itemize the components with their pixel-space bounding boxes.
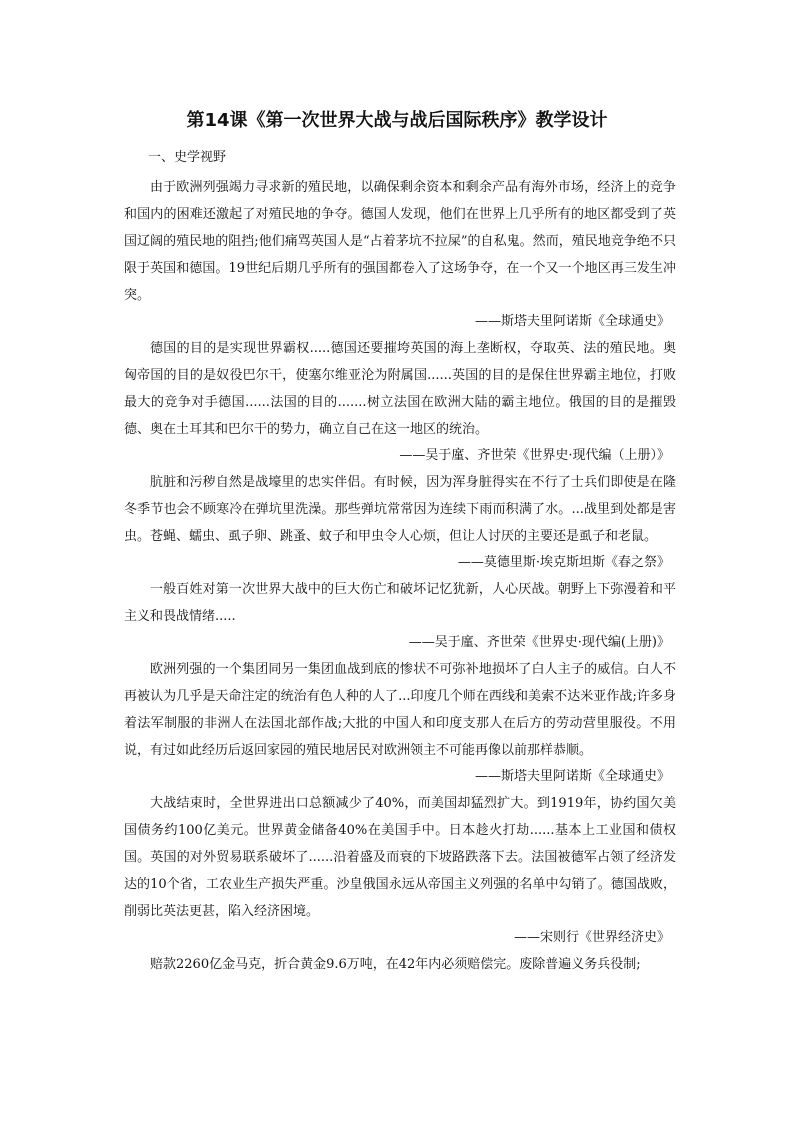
paragraph: 德国的目的是实现世界霸权.....德国还要摧垮英国的海上垄断权，夺取英、法的殖民地。奥匈帝国的目的是奴役巴尔干，使塞尔维亚沦为附属国......英国的目的是保住世界霸主地位，打败最大的竞争对手德国......法国的目的.......树立法国在欧洲大陆的霸主地位。俄国的目的是摧毁德、奥在土耳其和巴尔干的势力，确立自己在这一地区的统治。 <box>124 341 676 437</box>
source-citation: ——莫德里斯·埃克斯坦斯《春之祭》 <box>457 555 670 570</box>
source-citation: ——宋则行《世界经济史》 <box>513 930 670 945</box>
document-body <box>124 174 676 978</box>
source-citation: ——斯塔夫里阿诺斯《全球通史》 <box>474 314 670 329</box>
source-citation: ——吴于廑、齐世荣《世界史·现代编（上册）》 <box>399 448 670 463</box>
page-title: 第14课《第一次世界大战与战后国际秩序》教学设计 <box>186 110 608 131</box>
paragraph: 欧洲列强的一个集团同另一集团血战到底的惨状不可弥补地损坏了白人主子的威信。白人不再被认为几乎是天命注定的统治有色人种的人了...印度几个师在西线和美索不达米亚作战;许多身着法军制服的非洲人在法国北部作战;大批的中国人和印度支那人在后方的劳动营里服役。不用说，有过如此经历后返回家园的殖民地居民对欧洲领主不可能再像以前那样恭顺。 <box>124 662 676 758</box>
paragraph: 赔款2260亿金马克，折合黄金9.6万吨，在42年内必须赔偿完。废除普遍义务兵役制; <box>150 957 641 972</box>
paragraph: 肮脏和污秽自然是战壕里的忠实伴侣。有时候，因为浑身脏得实在不行了士兵们即使是在隆冬季节也会不顾寒冷在弹坑里洗澡。那些弹坑常常因为连续下雨而积满了水。...战里到处都是害虫。苍蝇、蠕虫、虱子卵、跳蚤、蚊子和甲虫令人心烦，但让人讨厌的主要还是虱子和老鼠。 <box>124 475 676 544</box>
section-heading: 一、史学视野 <box>148 150 227 165</box>
paragraph: 大战结束时，全世界进出口总额减少了40%，而美国却猛烈扩大。到1919年，协约国欠美国债务约100亿美元。世界黄金储备40%在美国手中。日本趁火打劫......基本上工业国和债权国。英国的对外贸易联系破坏了......沿着盛及而衰的下坡路跌落下去。法国被德军占领了经济发达的10个省，工农业生产损失严重。沙皇俄国永远从帝国主义列强的名单中勾销了。德国战败，削弱比英法更甚，陷入经济困境。 <box>124 796 676 919</box>
paragraph: 一般百姓对第一次世界大战中的巨大伤亡和破坏记忆犹新，人心厌战。朝野上下弥漫着和平主义和畏战情绪..... <box>124 582 676 624</box>
source-citation: ——斯塔夫里阿诺斯《全球通史》 <box>474 769 670 784</box>
paragraph: 由于欧洲列强竭力寻求新的殖民地，以确保剩余资本和剩余产品有海外市场，经济上的竞争和国内的困难还激起了对殖民地的争夺。德国人发现，他们在世界上几乎所有的地区都受到了英国辽阔的殖民地的阻挡;他们痛骂英国人是“占着茅坑不拉屎”的自私鬼。然而，殖民地竞争绝不只限于英国和德国。19世纪后期几乎所有的强国都卷入了这场争夺，在一个又一个地区再三发生冲突。 <box>124 180 676 303</box>
source-citation: ——吴于廑、齐世荣《世界史·现代编(上册)》 <box>408 635 670 650</box>
